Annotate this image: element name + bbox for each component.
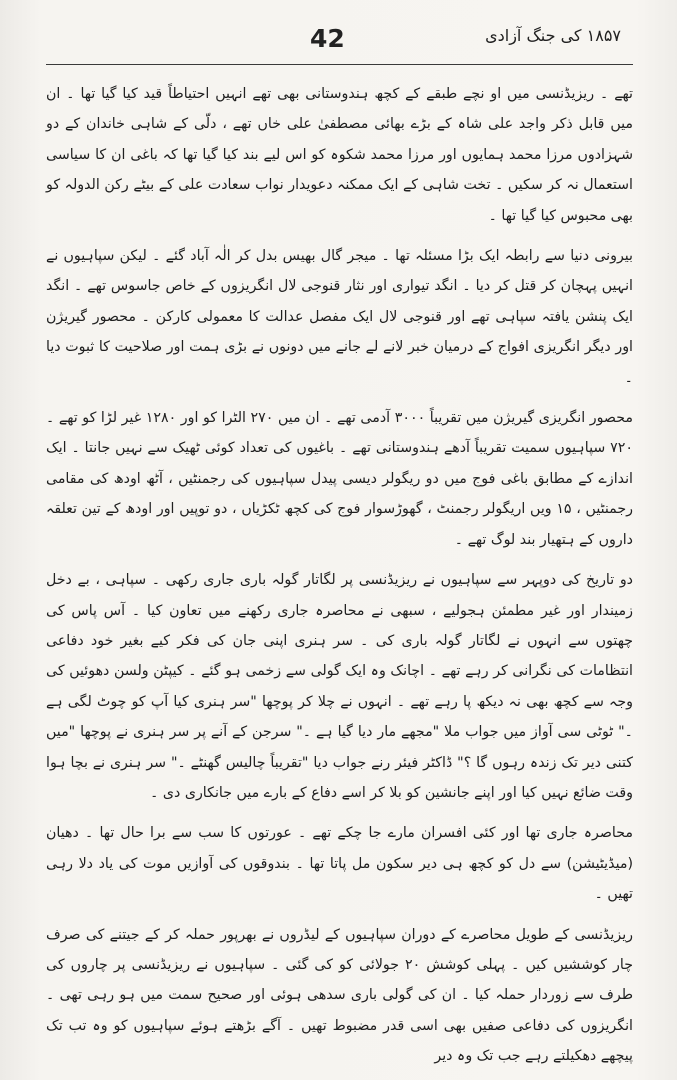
paragraph: محصور انگریزی گیریژن میں تقریباً ۳۰۰۰ آدمی تھے ۔ ان میں ۲۷۰ الٹرا کو اور ۱۲۸۰ غیر لڑا کو تھے ۔ ۷۲۰ سپاہیوں سمیت تقریباً آدھے ہندوستانی تھے ۔ باغیوں کی تعداد کوئی ٹھیک سے نہیں جانتا ۔ ایک اندازے کے مطابق باغی فوج میں دو ریگولر دیسی پیدل سپاہیوں کی رجمنٹیں ، آٹھ اودھ کی مقامی رجمنٹیں ، ۱۵ ویں اریگولر رجمنٹ ، گھوڑسوار فوج کی کچھ ٹکڑیاں ، دو توپیں اور اودھ کے تین تعلقہ داروں کے ہتھیار بند لوگ تھے ۔ [46, 410, 633, 548]
paragraph: تھے ۔ ریزیڈنسی میں او نچے طبقے کے کچھ ہندوستانی بھی تھے انہیں احتیاطاً قید کیا گیا تھا ۔ ان میں قابل ذکر واجد علی شاہ کے بڑے بھائی مصطفیٰ علی خاں تھے ، دلّی کے شاہی خاندان کے دو شہزادوں مرزا محمد ہمایوں اور مرزا محمد شکوہ کو اس لیے بند کیا گیا تھا کہ باغی ان کا سیاسی استعمال نہ کر سکیں ۔ تخت شاہی کے ایک ممکنہ دعویدار نواب سعادت علی کے بیٹے رکن الدولہ کو بھی محبوس کیا گیا تھا ۔ [46, 86, 633, 224]
paragraph: محاصرہ جاری تھا اور کئی افسران مارے جا چکے تھے ۔ عورتوں کا سب سے برا حال تھا ۔ دھیان (میڈیٹیشن) سے دل کو کچھ ہی دیر سکون مل پاتا تھا ۔ بندوقوں کی آوازیں موت کی یاد دلا رہی تھیں ۔ [46, 825, 633, 903]
paragraph: دو تاریخ کی دوپہر سے سپاہیوں نے ریزیڈنسی پر لگاتار گولہ باری جاری رکھی ۔ سپاہی ، بے دخل زمیندار اور غیر مطمئن ہجولیے ، سبھی نے محاصرہ جاری رکھنے میں تعاون کیا ۔ آس پاس کی چھتوں سے انہوں نے لگاتار گولہ باری کی ۔ سر ہنری اپنی جان کی فکر کیے بغیر خود دفاعی انتظامات کی نگرانی کر رہے تھے ۔ اچانک وہ ایک گولی سے زخمی ہو گئے ۔ کیپٹن ولسن دھوئیں کی وجہ سے کچھ بھی نہ دیکھ پا رہے تھے ۔ انہوں نے چلا کر پوچھا "سر ہنری کیا آپ کو چوٹ لگی ہے ۔" ٹوٹی سی آواز میں جواب ملا "مجھے مار دیا گیا ہے ۔" سرجن کے آنے پر سر ہنری نے پوچھا "میں کتنی دیر تک زندہ رہوں گا ؟" ڈاکٹر فیئر رنے جواب دیا "تقریباً چالیس گھنٹے ۔" سر ہنری نے بچا ہوا وقت ضائع نہیں کیا اور اپنے جانشین کو بلا کر اسے دفاع کے بارے میں جانکاری دی ۔ [46, 572, 633, 801]
running-title: ۱۸۵۷ کی جنگ آزادی [485, 26, 621, 45]
page-number: 42 [310, 24, 345, 53]
page-header [46, 18, 633, 65]
paragraph: ریزیڈنسی کے طویل محاصرے کے دوران سپاہیوں کے لیڈروں نے بھرپور حملہ کر کے جیتنے کی صرف چار کوششیں کیں ۔ پہلی کوشش ۲۰ جولائی کو کی گئی ۔ سپاہیوں نے ریزیڈنسی پر چاروں کی طرف سے زوردار حملہ کیا ۔ ان کی گولی باری سدھی ہوئی اور صحیح سمت میں ہو رہی تھی ۔ انگریزوں کی دفاعی صفیں بھی اسی قدر مضبوط تھیں ۔ آگے بڑھتے ہوئے سپاہیوں کو وہ تب تک پیچھے دھکیلتے رہے جب تک وہ دیر [46, 926, 634, 1065]
paragraph: بیرونی دنیا سے رابطہ ایک بڑا مسئلہ تھا ۔ میجر گال بھیس بدل کر الٰہ آباد گئے ۔ لیکن سپاہیوں نے انہیں پہچان کر قتل کر دیا ۔ انگد تیواری اور نثار قنوجی لال انگریزوں کے خاص جاسوس تھے ۔ انگد ایک پنشن یافتہ سپاہی تھے اور قنوجی لال ایک مفصل عدالت کا معمولی کارکن ۔ محصور گیریژن اور دیگر انگریزی افواج کے درمیان خبر لانے لے جانے میں دونوں نے بڑی ہمت اور صلاحیت کا ثبوت دیا ۔ [46, 248, 633, 386]
body-text [46, 79, 633, 1072]
